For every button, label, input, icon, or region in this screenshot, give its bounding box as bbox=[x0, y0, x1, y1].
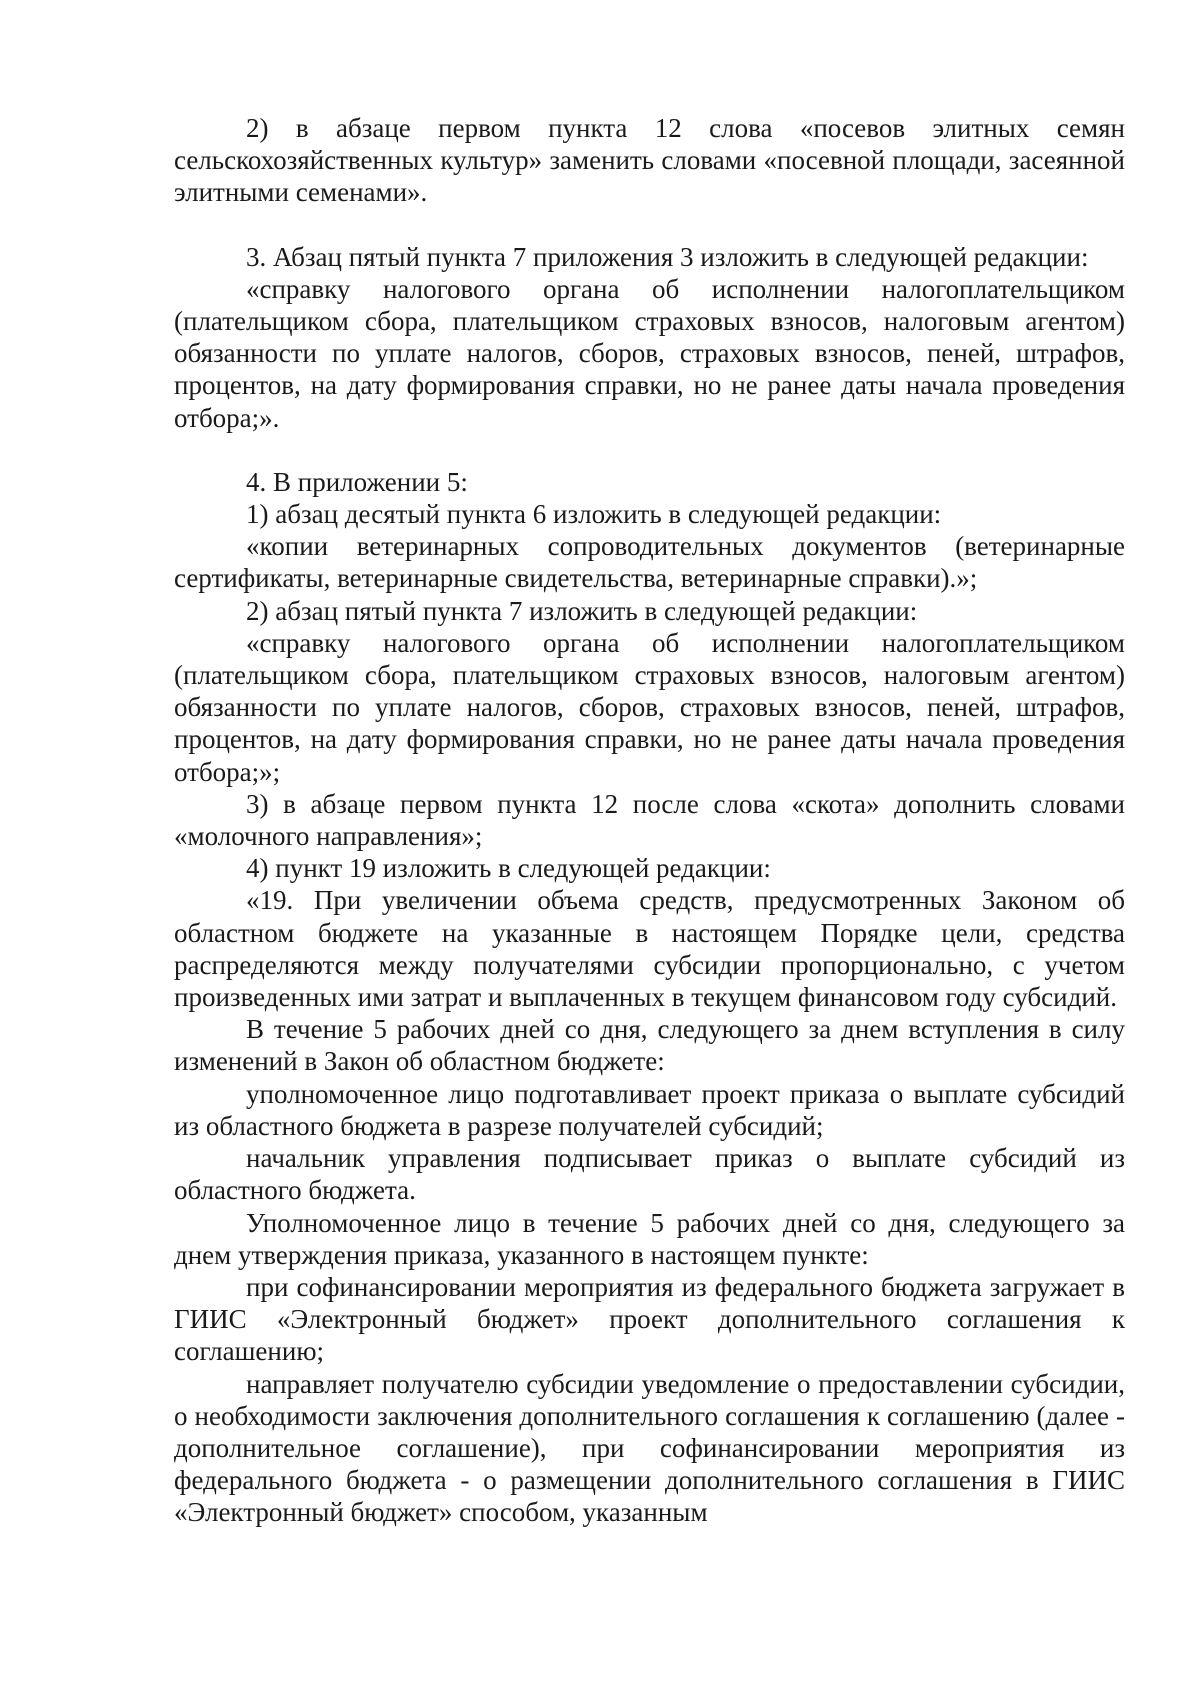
paragraph-item-2-heading: 2) абзац пятый пункта 7 изложить в следующей редакции: bbox=[246, 595, 918, 626]
paragraph-authorized-person-within-5-days: Уполномоченное лицо в течение 5 рабочих дней со дня, следующего за днем утверждения приказа, указанного в настоящем пункте: bbox=[174, 1207, 1125, 1270]
paragraph-head-signs: начальник управления подписывает приказ о выплате субсидий из областного бюджета. bbox=[174, 1143, 1125, 1206]
paragraph-section-4-heading: 4. В приложении 5: bbox=[246, 466, 468, 497]
paragraph-authorized-person-prepares: уполномоченное лицо подготавливает проект приказа о выплате субсидий из областного бюджета в разрезе получателей субсидий; bbox=[174, 1078, 1125, 1141]
paragraph-within-5-days: В течение 5 рабочих дней со дня, следующего за днем вступления в силу изменений в Закон об областном бюджете: bbox=[174, 1014, 1125, 1077]
paragraph-cofinancing-upload: при софинансировании мероприятия из федерального бюджета загружает в ГИИС «Электронный бюджет» проект дополнительного соглашения к соглашению; bbox=[174, 1271, 1125, 1367]
paragraph-section-3-heading: 3. Абзац пятый пункта 7 приложения 3 изложить в следующей редакции: bbox=[246, 241, 1089, 272]
document-body bbox=[174, 112, 1125, 1529]
paragraph-item-1-heading: 1) абзац десятый пункта 6 изложить в следующей редакции: bbox=[246, 499, 942, 530]
paragraph-item-4-heading: 4) пункт 19 изложить в следующей редакции: bbox=[246, 853, 771, 884]
paragraph-sends-notification: направляет получателю субсидии уведомление о предоставлении субсидии, о необходимости заключения дополнительного соглашения к соглашению (далее - дополнительное соглашение), при софинансировании мероприятия из федерального бюджета - о размещении дополнительного соглашения в ГИИС «Электронный бюджет» способом, указанным bbox=[174, 1368, 1125, 1528]
paragraph-item-2-quote: «справку налогового органа об исполнении налогоплательщиком (плательщиком сбора, плательщиком страховых взносов, налоговым агентом) обязанности по уплате налогов, сборов, страховых взносов, пеней, штрафов, процентов, на дату формирования справки, но не ранее даты начала проведения отбора;»; bbox=[174, 627, 1125, 787]
paragraph-section-3-quote: «справку налогового органа об исполнении налогоплательщиком (плательщиком сбора, плательщиком страховых взносов, налоговым агентом) обязанности по уплате налогов, сборов, страховых взносов, пеней, штрафов, процентов, на дату формирования справки, но не ранее даты начала проведения отбора;». bbox=[174, 273, 1125, 433]
paragraph-item-2-amendment: 2) в абзаце первом пункта 12 слова «посевов элитных семян сельскохозяйственных культур» заменить словами «посевной площади, засеянной элитными семенами». bbox=[174, 113, 1125, 208]
paragraph-item-1-quote: «копии ветеринарных сопроводительных документов (ветеринарные сертификаты, ветеринарные свидетельства, ветеринарные справки).»; bbox=[174, 531, 1125, 594]
paragraph-point-19: «19. При увеличении объема средств, предусмотренных Законом об областном бюджете на указанные в настоящем Порядке цели, средства распределяются между получателями субсидии пропорционально, с учетом произведенных ими затрат и выплаченных в текущем финансовом году субсидий. bbox=[174, 885, 1125, 1013]
paragraph-item-3: 3) в абзаце первом пункта 12 после слова «скота» дополнить словами «молочного направления»; bbox=[174, 788, 1125, 852]
